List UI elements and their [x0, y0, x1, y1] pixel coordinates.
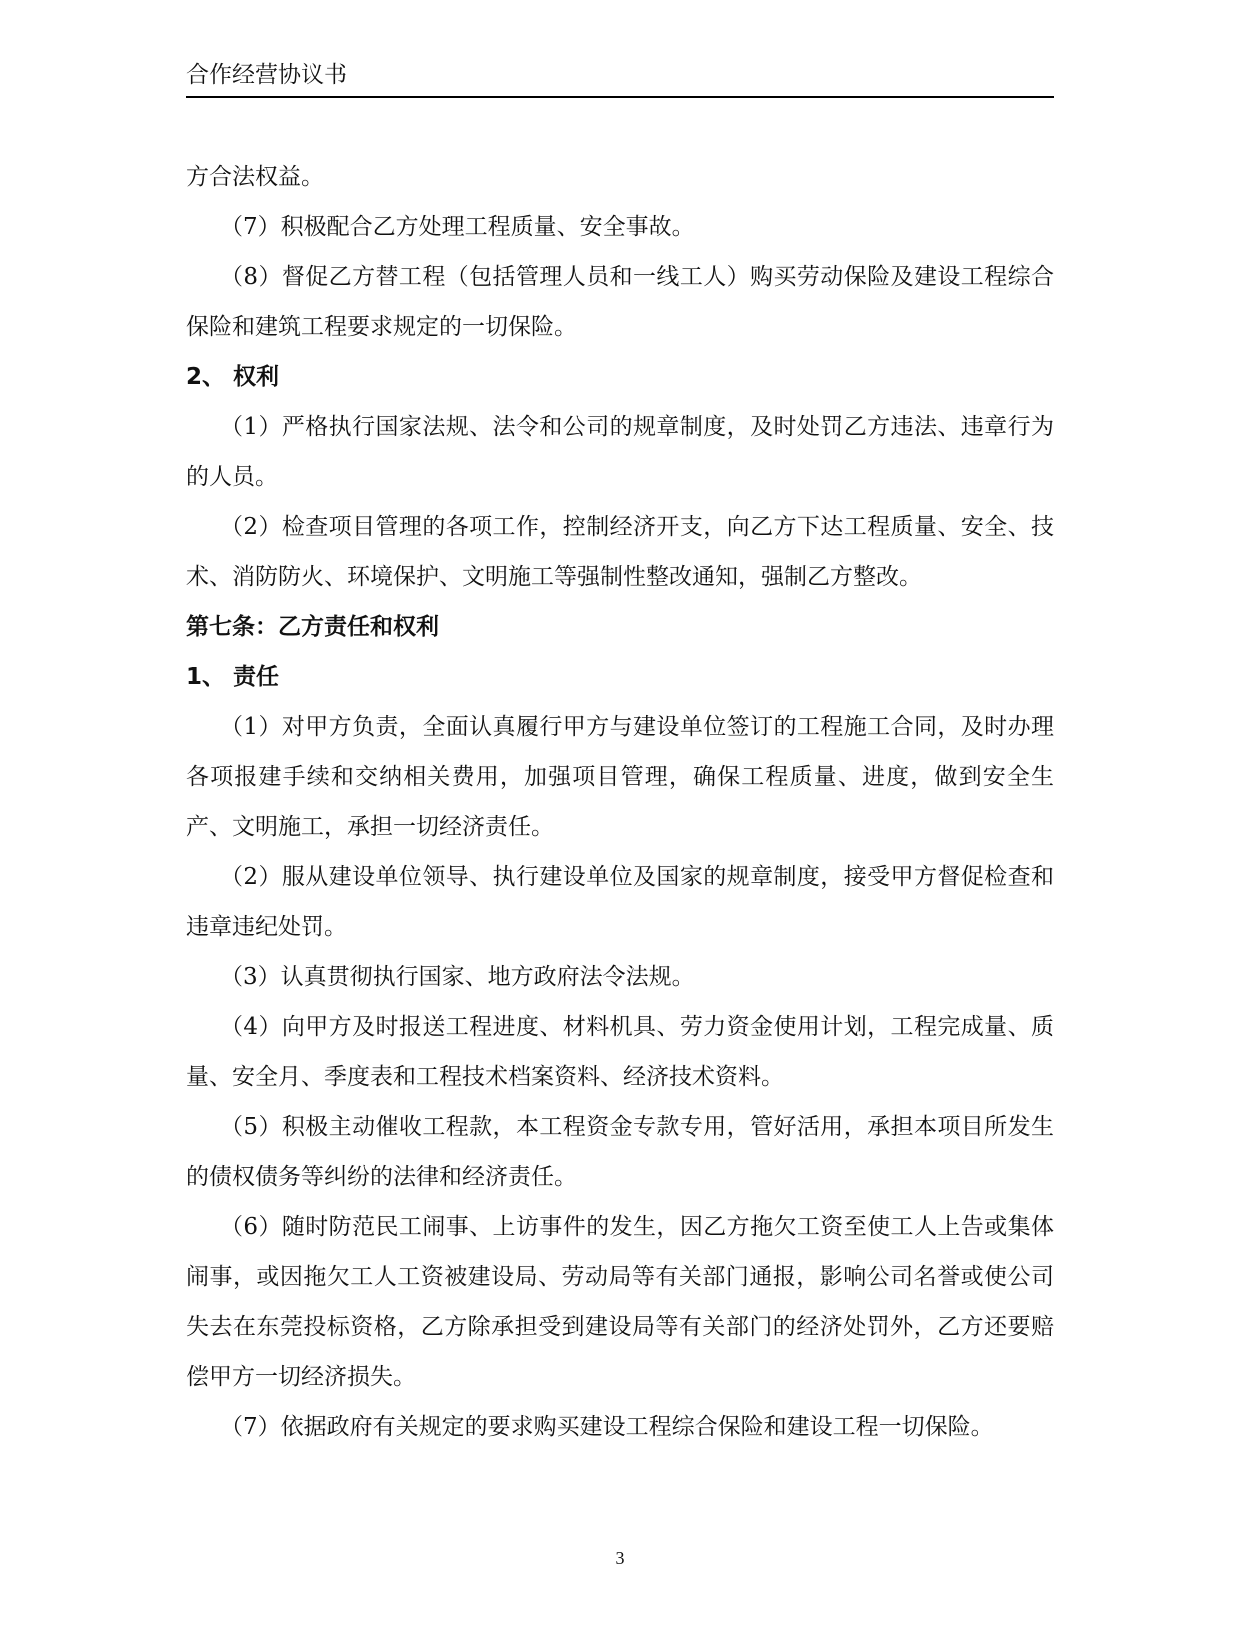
paragraph-6: （2）检查项目管理的各项工作，控制经济开支，向乙方下达工程质量、安全、技术、消防防火、环境保护、文明施工等强制性整改通知，强制乙方整改。: [186, 514, 1054, 590]
paragraph-5: （1）严格执行国家法规、法令和公司的规章制度，及时处罚乙方违法、违章行为的人员。: [186, 414, 1054, 490]
paragraph-10: （2）服从建设单位领导、执行建设单位及国家的规章制度，接受甲方督促检查和违章违纪处罚。: [186, 864, 1054, 940]
section-heading-rights: 2、 权利: [186, 364, 280, 390]
paragraph-1: 方合法权益。: [186, 164, 324, 190]
paragraph-15: （7）依据政府有关规定的要求购买建设工程综合保险和建设工程一切保险。: [220, 1414, 994, 1440]
document-body: [186, 152, 1054, 1452]
article-heading-7: 第七条：乙方责任和权利: [186, 614, 439, 640]
paragraph-12: （4）向甲方及时报送工程进度、材料机具、劳力资金使用计划，工程完成量、质量、安全月、季度表和工程技术档案资料、经济技术资料。: [186, 1014, 1054, 1090]
page-number: 3: [615, 1548, 625, 1568]
section-heading-responsibility: 1、 责任: [186, 664, 280, 690]
page-header-title: 合作经营协议书: [186, 58, 1054, 98]
paragraph-9: （1）对甲方负责，全面认真履行甲方与建设单位签订的工程施工合同，及时办理各项报建手续和交纳相关费用，加强项目管理，确保工程质量、进度，做到安全生产、文明施工，承担一切经济责任。: [186, 714, 1054, 840]
paragraph-13: （5）积极主动催收工程款，本工程资金专款专用，管好活用，承担本项目所发生的债权债务等纠纷的法律和经济责任。: [186, 1114, 1054, 1190]
paragraph-2: （7）积极配合乙方处理工程质量、安全事故。: [220, 214, 695, 240]
paragraph-3: （8）督促乙方替工程（包括管理人员和一线工人）购买劳动保险及建设工程综合保险和建筑工程要求规定的一切保险。: [186, 264, 1054, 340]
paragraph-11: （3）认真贯彻执行国家、地方政府法令法规。: [220, 964, 695, 990]
paragraph-14: （6）随时防范民工闹事、上访事件的发生，因乙方拖欠工资至使工人上告或集体闹事，或因拖欠工人工资被建设局、劳动局等有关部门通报，影响公司名誉或使公司失去在东莞投标资格，乙方除承担受到建设局等有关部门的经济处罚外，乙方还要赔偿甲方一切经济损失。: [186, 1214, 1054, 1390]
